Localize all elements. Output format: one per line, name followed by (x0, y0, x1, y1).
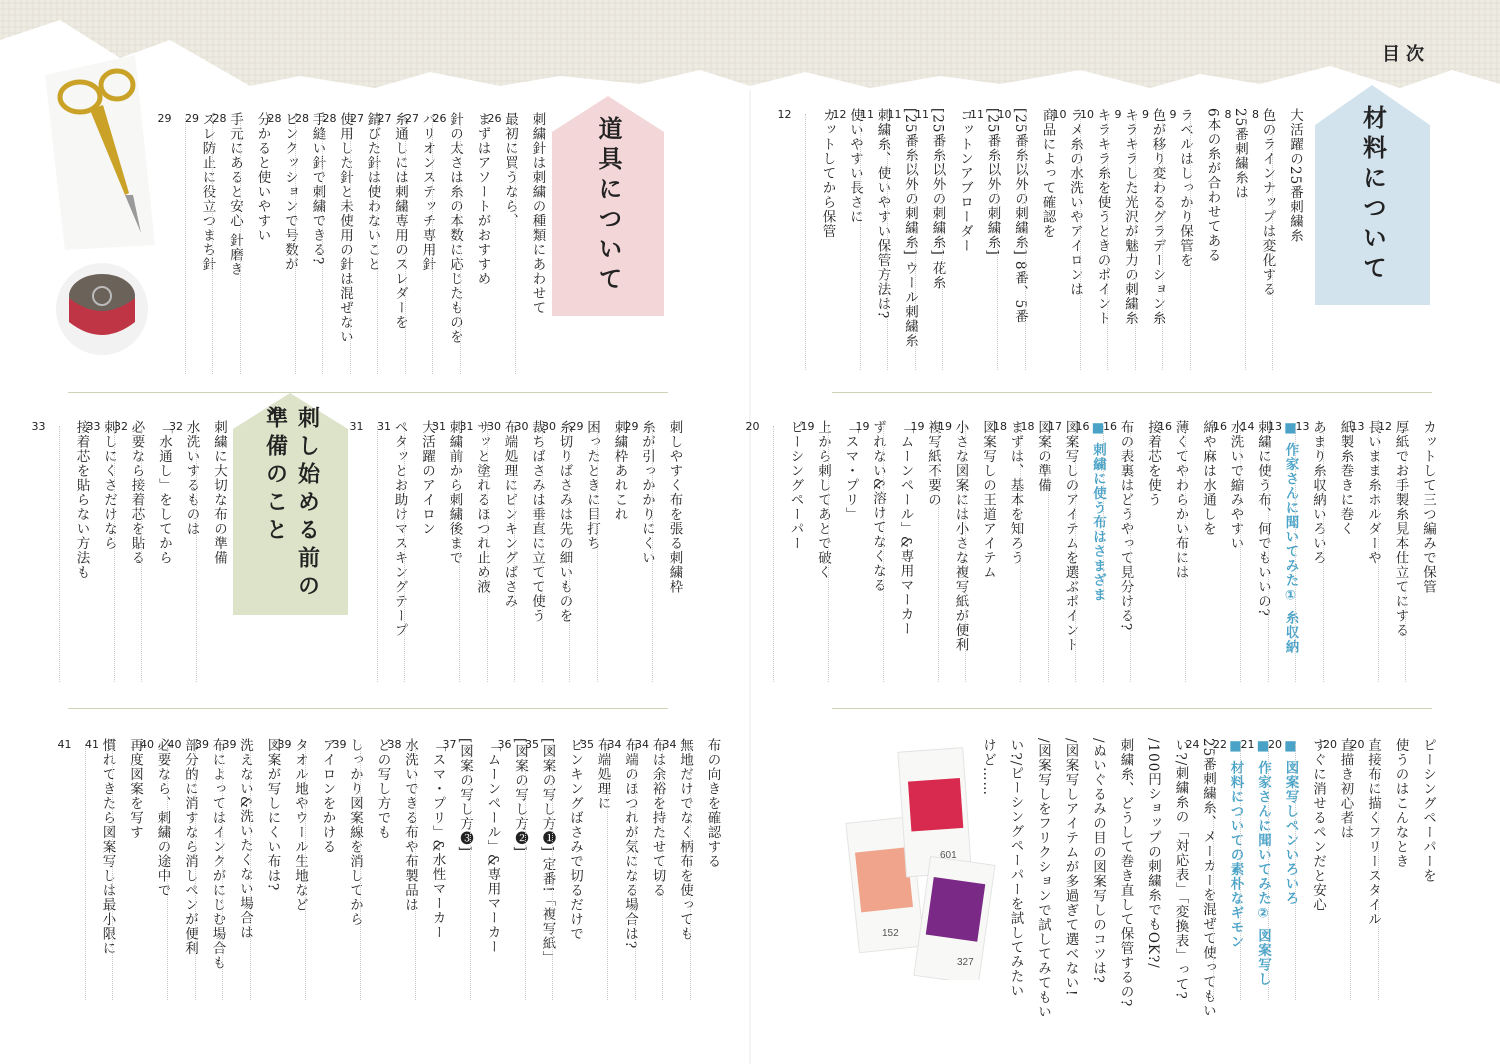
leader-dots (552, 744, 553, 1000)
toc-entry-text: カットして三つ編みで保管 (1420, 420, 1436, 594)
toc-entry-text: ピーシングペーパーを (1420, 738, 1436, 883)
toc-entry-text: 布の向きを確認する (704, 738, 721, 869)
leader-dots (1185, 426, 1186, 682)
toc-entry-text: 手元にあると安心 針磨き (227, 112, 243, 277)
toc-page-number: 13 (1295, 420, 1310, 433)
toc-page-number: 11 (887, 108, 902, 121)
leader-dots (1135, 114, 1136, 370)
toc-page-number: 21 (1240, 738, 1255, 751)
toc-page-number: 19 (910, 420, 925, 433)
toc-page-number: 29 (157, 112, 172, 125)
toc-page-number: 30 (514, 420, 529, 433)
toc-entry-text: どの写し方でも (374, 738, 391, 840)
leader-dots (470, 744, 471, 1000)
leader-dots (1130, 426, 1131, 682)
toc-entry-text: 裁ちばさみは垂直に立てて使う (529, 420, 545, 623)
toc-entry-text: 針の太さは糸の本数に応じたものを (447, 112, 463, 344)
toc-entry-text: 「スマ・プリ」 (842, 420, 859, 522)
toc-page-number: 18 (993, 420, 1007, 433)
leader-dots (965, 426, 966, 682)
toc-page-number: 27 (350, 112, 364, 125)
toc-entry-text: 刺繍前から刺繍後まで (446, 420, 463, 565)
toc-entry-text: 図案写しのアイテムを選ぶポイント (1062, 420, 1079, 652)
leader-dots (1190, 114, 1191, 370)
toc-entry-text: けど…… (980, 738, 996, 796)
toc-page-number: 16 (1158, 420, 1172, 433)
toc-page-number: 9 (1142, 108, 1149, 121)
toc-entry-text: 刺しにくさだけなら (101, 420, 117, 551)
toc-entry-text: 25番刺繍糸、メーカーを混ぜて使ってもい (1200, 738, 1216, 1019)
toc-page-number: 31 (377, 420, 391, 433)
linen-header-band (0, 0, 1500, 88)
leader-dots (883, 426, 884, 682)
leader-dots (1295, 744, 1296, 1000)
leader-dots (1378, 744, 1379, 1000)
toc-entry-text: 水洗いで縮みやすい (1227, 420, 1244, 551)
leader-dots (415, 744, 416, 1000)
thread-label: 152 (882, 928, 899, 939)
section-title-tools: 道具について (594, 116, 622, 296)
toc-page-number: 33 (31, 420, 46, 433)
toc-entry-text: い?/ピーシングペーパーを試してみたい (1007, 738, 1024, 999)
toc-page-number: 20 (1350, 738, 1365, 751)
toc-entry-text: 薄くてやわらかい布には (1172, 420, 1189, 580)
toc-entry-text: 接着芯を使う (1145, 420, 1161, 507)
toc-page-number: 31 (349, 420, 364, 433)
toc-page-number: 40 (140, 738, 154, 751)
toc-entry-text: 糸切りばさみは先の細いものを (556, 420, 573, 623)
leader-dots (360, 744, 361, 1000)
toc-entry-text: 困ったときに目打ち (584, 420, 600, 551)
toc-entry (1053, 738, 1081, 1006)
toc-entry-text: 刺しやすく布を張る刺繍枠 (666, 420, 683, 594)
leader-dots (597, 426, 598, 682)
toc-entry-text: 錆びた針は使わないこと (364, 112, 381, 272)
toc-entry-text: 「ムーンペール」&専用マーカー (897, 420, 914, 637)
toc-entry-text: サッと塗れるほつれ止め液 (474, 420, 490, 594)
toc-page-number: 30 (487, 420, 501, 433)
stork-scissors-icon (45, 55, 155, 250)
toc-page-number: 35 (525, 738, 539, 751)
toc-page-number: 27 (377, 112, 392, 125)
toc-page-number: 28 (295, 112, 309, 125)
section-tag-prep (233, 393, 348, 615)
toc-entry-text: 刺繍に使う布、何でもいいの? (1255, 420, 1271, 617)
toc-page-number: 28 (267, 112, 282, 125)
toc-page-number: 16 (1075, 420, 1090, 433)
section-title-prep: 刺し始める前の 準備のこと (262, 406, 320, 602)
toc-entry-text: あまり糸収納いろいろ (1310, 420, 1326, 565)
leader-dots (805, 114, 806, 370)
toc-page-number: 34 (635, 738, 649, 751)
leader-dots (112, 744, 113, 1000)
toc-entry-text: ■ 作家さんに聞いてみた① 糸収納 (1281, 420, 1301, 688)
toc-entry-text: しっかり図案線を消してから (347, 738, 363, 927)
divider (68, 708, 668, 709)
toc-entry-text: /100円ショップの刺繍糸でもOK?/ (1145, 738, 1161, 969)
toc-entry-text: 再度図案を写す (127, 738, 143, 840)
toc-entry-text: ピンキングばさみで切るだけで (567, 738, 583, 941)
toc-page-number: 8 (1252, 108, 1259, 121)
toc-entry-text: 部分的に消すなら消しペンが便利 (182, 738, 198, 956)
toc-entry-text: 「ムーンペール」&専用マーカー (484, 738, 501, 955)
toc-page-number: 27 (405, 112, 419, 125)
toc-page-number: 16 (1213, 420, 1227, 433)
toc-page-number: 8 (1224, 108, 1232, 121)
toc-page-number: 39 (222, 738, 237, 751)
toc-page-number: 29 (624, 420, 639, 433)
toc-entry-text: ■ 作家さんに聞いてみた② 図案写し (1253, 738, 1273, 1006)
leader-dots (460, 118, 461, 374)
toc-page-number: 31 (459, 420, 474, 433)
toc-entry-text: ■ 図案写しペンいろいろ (1281, 738, 1301, 1006)
toc-page-number: 10 (1080, 108, 1094, 121)
toc-entry-text: キラキラした光沢が魅力の刺繍糸 (1122, 108, 1138, 326)
leader-dots (1323, 426, 1324, 682)
toc-entry-text: い?/刺繍糸の「対応表」「変換表」って? (1172, 738, 1189, 1000)
toc-entry-text: ラメ糸の水洗いやアイロンは (1067, 108, 1083, 297)
toc-page-number: 9 (1169, 108, 1177, 121)
toc-entry-text: /図案写しアイテムが多過ぎて選べない! (1062, 738, 1079, 997)
leader-dots (1162, 114, 1163, 370)
toc-entry-text: 図案が写しにくい布は? (264, 738, 281, 892)
toc-entry-text: 糸通しには刺繍専用のスレダーを (392, 112, 408, 330)
toc-entry-text: 刺繍に大切な布の準備 (211, 420, 227, 565)
toc-page-number: 39 (277, 738, 292, 751)
toc-entry-text: 使うのはこんなとき (1392, 738, 1409, 869)
toc-page-number: 22 (1213, 738, 1227, 751)
toc-entry-text: まずはアソートがおすすめ (474, 112, 491, 286)
toc-page-number: 33 (86, 420, 101, 433)
toc-entry-text: 紙製糸巻きに巻く (1337, 420, 1354, 536)
toc-page-number: 41 (85, 738, 99, 751)
leader-dots (773, 426, 774, 682)
toc-entry-text: 大活躍の25番刺繍糸 (1287, 108, 1303, 244)
toc-entry-text: 刺繍糸、使いやすい保管方法は? (874, 108, 891, 320)
toc-page-number: 19 (938, 420, 952, 433)
page-title: 目次 (1382, 44, 1430, 65)
toc-page-number: 20 (1268, 738, 1282, 751)
leader-dots (141, 426, 142, 682)
toc-entry-text: カットしてから保管 (819, 108, 836, 239)
toc-entry-text: ■ 刺繍に使う布はさまざま (1088, 420, 1108, 688)
toc-entry-text: 6本の糸が合わせてある (1204, 108, 1221, 263)
toc-entry-text: 刺繍枠あれこれ (611, 420, 628, 522)
toc-entry-text: 使いやすい長さに (847, 108, 863, 224)
section-tag-tools (552, 96, 664, 316)
toc-page-number: 17 (1048, 420, 1062, 433)
toc-page-number: 9 (1114, 108, 1122, 121)
toc-entry-text: 洗えない&洗いたくない場合は (237, 738, 253, 940)
toc-entry-text: 大活躍のアイロン (419, 420, 435, 536)
section-title-materials: 材料について (1358, 105, 1387, 285)
toc-page-number: 18 (1020, 420, 1035, 433)
toc-page-number: 34 (607, 738, 622, 751)
toc-page-number: 38 (387, 738, 402, 751)
toc-entry-text: 25番刺繍糸は (1232, 108, 1248, 200)
toc-entry-text: ラベルはしっかり保管を (1177, 108, 1193, 268)
toc-right-top (777, 108, 1305, 376)
toc-entry-text: 分かると使いやすい (254, 112, 271, 243)
toc-entry (1136, 738, 1164, 1006)
toc-page-number: 37 (442, 738, 457, 751)
leader-dots (1107, 114, 1108, 370)
toc-page-number: 30 (542, 420, 556, 433)
toc-entry-text: 水洗いできる布や布製品は (402, 738, 418, 912)
pincushion-icon (55, 262, 150, 357)
toc-entry-text: 直接布に描くフリースタイル (1365, 738, 1381, 927)
toc-entry (1081, 738, 1109, 1006)
toc-page-number: 12 (777, 108, 792, 121)
toc-page-number: 10 (1052, 108, 1067, 121)
toc-page-number: 11 (915, 108, 929, 121)
toc-entry (1108, 738, 1136, 1006)
toc-page-number: 14 (1240, 420, 1255, 433)
toc-entry-text: 布端処理に (594, 738, 611, 811)
section-tag-materials (1315, 85, 1430, 305)
toc-entry-text: 複写紙不要の (925, 420, 941, 507)
toc-entry-text: /図案写しをフリクションで試してみてもい (1035, 738, 1051, 1020)
toc-entry-text: 布は余裕を持たせて切る (649, 738, 666, 898)
toc-entry-text: ■ 材料についての素朴なギモン (1226, 738, 1246, 1006)
toc-right-mid (745, 420, 1438, 688)
toc-page-number: 26 (487, 112, 502, 125)
toc-page-number: 12 (1378, 420, 1392, 433)
leader-dots (59, 426, 60, 682)
toc-entry-text: バリオンステッチ専用針 (419, 112, 436, 272)
toc-page-number: 28 (212, 112, 227, 125)
toc-page-number: 36 (497, 738, 512, 751)
thread-label: 601 (940, 850, 957, 861)
toc-page-number: 35 (580, 738, 594, 751)
leader-dots (1272, 114, 1273, 370)
toc-entry-text: [25番糸以外の刺繍糸] 花糸 (929, 108, 946, 291)
toc-entry-text: 布の表裏はどうやって見分ける? (1117, 420, 1134, 632)
leader-dots (1025, 114, 1026, 370)
toc-page-number: 34 (662, 738, 677, 751)
toc-entry (1411, 738, 1439, 1006)
toc-entry-text: 小さな図案には小さな複写紙が便利 (952, 420, 969, 652)
toc-entry-text: 糸が引っかかりにくい (639, 420, 655, 565)
thread-label: 327 (957, 957, 974, 968)
toc-entry-text: 直描き初心者は (1337, 738, 1354, 840)
toc-page-number: 29 (569, 420, 584, 433)
leader-dots (196, 426, 197, 682)
toc-page-number: 39 (195, 738, 209, 751)
toc-page-number: 29 (185, 112, 199, 125)
toc-entry-text: 無地だけでなく柄布を使っても (677, 738, 693, 941)
toc-entry-text: 色のラインナップは変化する (1259, 108, 1276, 297)
toc-left-mid-b (31, 420, 229, 688)
toc-page-number: 39 (332, 738, 347, 751)
leader-dots (515, 118, 516, 374)
divider (68, 392, 668, 393)
toc-entry-text: [25番糸以外の刺繍糸] (984, 108, 1001, 256)
toc-entry-text: 綿や麻は水通しを (1200, 420, 1216, 536)
toc-entry-text: 「スマ・プリ」&水性マーカー (429, 738, 446, 940)
toc-page-number: 41 (57, 738, 72, 751)
leader-dots (240, 118, 241, 374)
toc-page-number: 10 (997, 108, 1012, 121)
toc-entry-text: 布端のほつれが気になる場合は? (622, 738, 638, 950)
toc-entry-text: ピンクッションで号数が (282, 112, 298, 272)
toc-page-number: 16 (1103, 420, 1117, 433)
toc-entry-text: キラキラ糸を使うときのポイント (1094, 108, 1111, 326)
toc-entry-text: 図案写しの王道アイテム (980, 420, 996, 580)
toc-entry-text: 刺繍針は刺繍の種類にあわせて (529, 112, 546, 315)
toc-entry-text: 刺繍糸、どうして巻き直して保管するの? (1117, 738, 1134, 1008)
toc-entry-text: すぐに消せるペンだと安心 (1310, 738, 1326, 912)
toc-entry-text: [25番糸以外の刺繍糸] 8番、5番 (1012, 108, 1028, 324)
toc-page-number: 20 (1323, 738, 1337, 751)
toc-left-mid-a (349, 420, 685, 688)
toc-entry-text: /ぬいぐるみの目の図案写しのコツは? (1090, 738, 1106, 984)
leader-dots (305, 744, 306, 1000)
toc-entry-text: 慣れてきたら図案写しは最小限に (99, 738, 116, 956)
leader-dots (690, 744, 691, 1000)
toc-page-number: 19 (800, 420, 815, 433)
leader-dots (652, 426, 653, 682)
leader-dots (250, 744, 251, 1000)
toc-entry-text: 厚紙でお手製糸見本仕立てにする (1392, 420, 1409, 638)
toc-page-number: 19 (855, 420, 870, 433)
toc-left-top (157, 112, 548, 380)
toc-entry-text: 長いまま糸ホルダーや (1365, 420, 1381, 565)
toc-entry-text: 最初に買うなら、 (502, 112, 518, 228)
toc-entry-text: 布端処理にピンキングばさみ (501, 420, 518, 609)
toc-page-number: 28 (322, 112, 337, 125)
toc-entry-text: タオル地やウール生地など (292, 738, 308, 912)
toc-page-number: 40 (167, 738, 182, 751)
toc-entry-text: 使用した針と未使用の針は混ぜない (337, 112, 353, 344)
toc-entry (1026, 738, 1054, 1020)
toc-entry-text: コットンアブローダー (957, 108, 973, 253)
toc-entry-text: ペタッとお助けマスキングテープ (391, 420, 408, 638)
toc-page-number: 31 (432, 420, 446, 433)
toc-entry-text: 色が移り変わるグラデーション糸 (1149, 108, 1166, 326)
toc-page-number: 24 (1185, 738, 1200, 751)
toc-entry-text: [図案の写し方❶] 定番!「複写紙」 (539, 738, 556, 966)
toc-entry-text: 接着芯を貼らない方法も (73, 420, 90, 580)
toc-page-number: 32 (169, 420, 183, 433)
toc-entry-text: まずは、基本を知ろう (1007, 420, 1024, 565)
toc-right-bot (971, 738, 1439, 1020)
toc-entry-text: 「水通し」をしてから (156, 420, 172, 565)
toc-page-number: 20 (745, 420, 760, 433)
thread-card-icon (822, 740, 1012, 980)
toc-entry-text: ピーシングペーパー (787, 420, 804, 551)
toc-page-number: 11 (970, 108, 984, 121)
leader-dots (1245, 114, 1246, 370)
toc-entry-text: [図案の写し方❷] (512, 738, 528, 853)
leader-dots (1405, 426, 1406, 682)
toc-entry-text: 必要なら接着芯を貼る (128, 420, 145, 565)
toc-entry-text: [図案の写し方❸] (457, 738, 473, 853)
toc-page-number: 13 (1350, 420, 1365, 433)
toc-page-number: 26 (432, 112, 447, 125)
toc-entry-text: 水洗いするものは (183, 420, 200, 536)
leader-dots (828, 426, 829, 682)
toc-entry-text: 上から刺してあとで破く (815, 420, 831, 580)
toc-page-number: 13 (1268, 420, 1282, 433)
toc-page-number: 11 (860, 108, 874, 121)
divider (832, 708, 1432, 709)
toc-entry-text: アイロンをかける (319, 738, 336, 854)
toc-left-bot (57, 738, 723, 1006)
toc-entry-text: [25番糸以外の刺繍糸] ウール刺繍糸 (902, 108, 918, 349)
toc-entry-text: ズレ防止に役立つまち針 (199, 112, 216, 272)
toc-page-number: 12 (832, 108, 847, 121)
leader-dots (404, 426, 405, 682)
toc-entry-text: 必要なら、刺繍の途中で (154, 738, 171, 898)
toc-entry-text: ずれない&溶けてなくなる (870, 420, 886, 593)
toc-entry-text: 手縫い針で刺繍できる? (309, 112, 326, 266)
toc-entry-text: 布によってはインクがにじむ場合も (209, 738, 226, 970)
toc-page-number: 32 (114, 420, 128, 433)
toc-entry-text: 図案の準備 (1035, 420, 1051, 493)
divider (832, 392, 1432, 393)
toc-entry-text: 商品によって確認を (1039, 108, 1056, 239)
leader-dots (942, 114, 943, 370)
